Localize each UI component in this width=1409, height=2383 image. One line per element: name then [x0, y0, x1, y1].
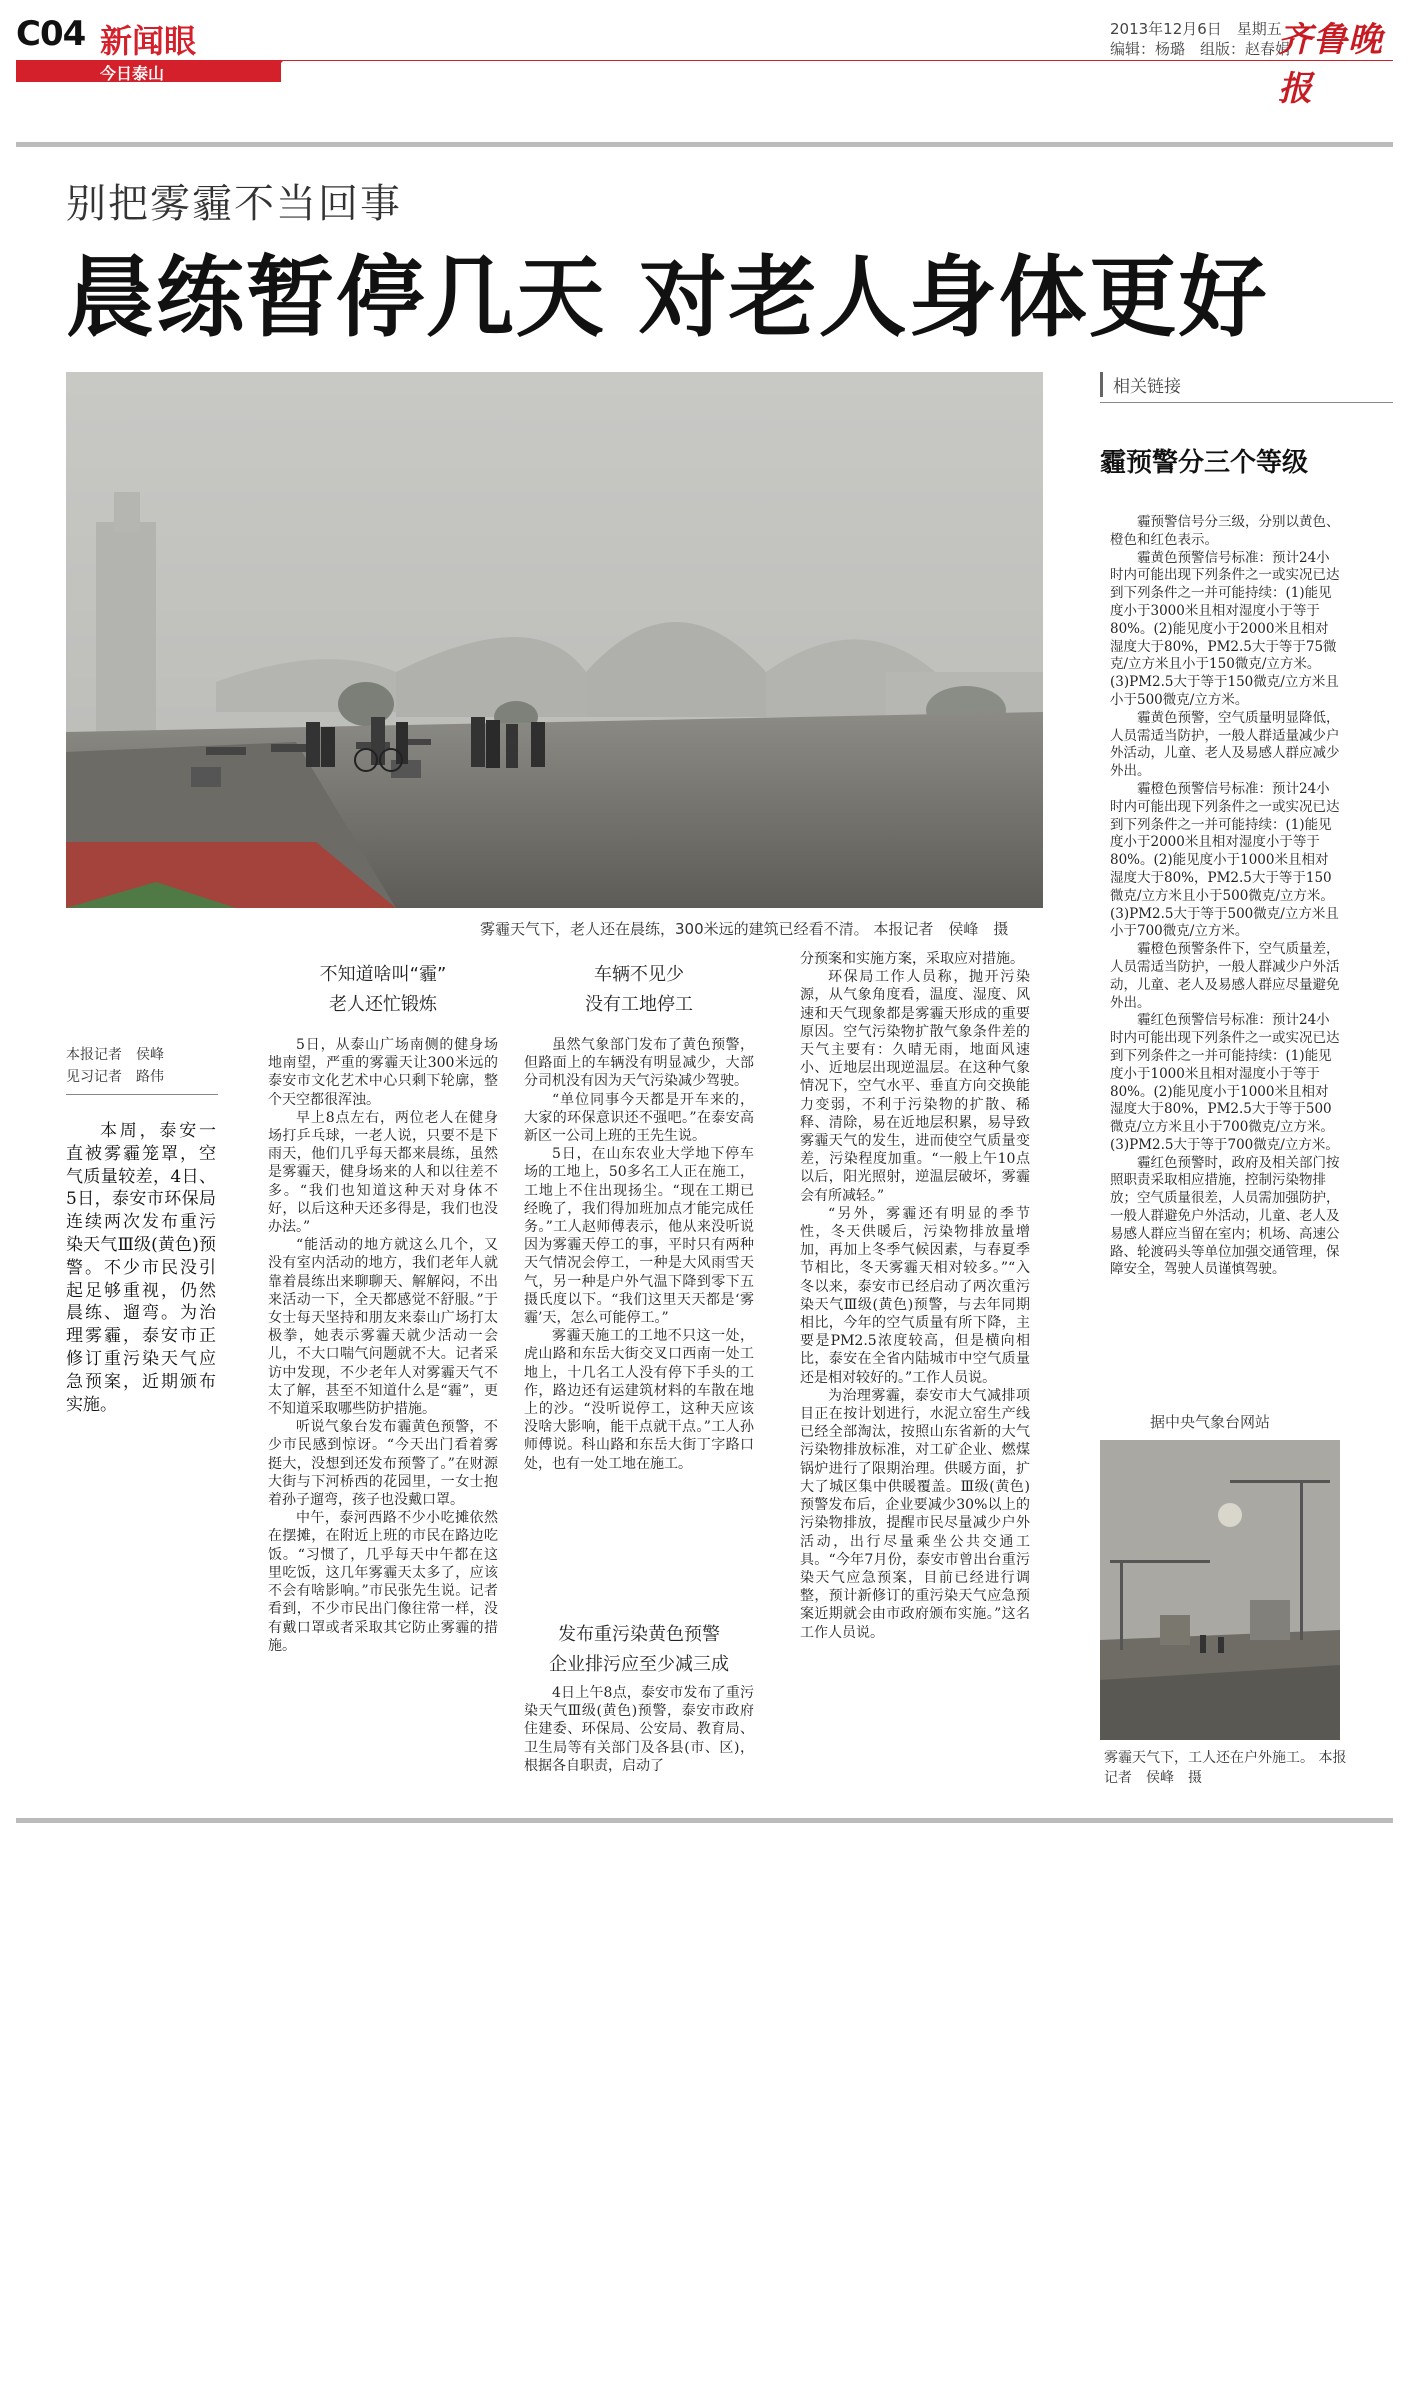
sidebar-photo: [1100, 1440, 1340, 1740]
reporter-name: 本报记者 侯峰: [66, 1047, 164, 1063]
issue-date: 2013年12月6日 星期五: [1110, 20, 1282, 38]
column-2: [524, 1036, 754, 1473]
reporter-name: 见习记者 路伟: [66, 1069, 164, 1085]
subhead-line: 企业排污应至少减三成: [549, 1654, 729, 1675]
header-rule: [281, 60, 1393, 61]
section-title: 新闻眼: [100, 22, 197, 60]
subsection-label: 今日泰山: [100, 64, 165, 83]
body-paragraph: 5日，从泰山广场南侧的健身场地南望，严重的雾霾天让300米远的泰安市文化艺术中心只剩下轮廓，整个天空都很浑浊。: [268, 1037, 498, 1108]
sidebar-paragraph: 霾预警信号分三级，分别以黄色、橙色和红色表示。: [1110, 514, 1340, 548]
hazy-square-image: [66, 372, 1043, 908]
body-paragraph: 中午，泰河西路不少小吃摊依然在摆摊，在附近上班的市民在路边吃饭。“习惯了，几乎每天中午都在这里吃饭，这几年雾霾天太多了，应该不会有啥影响。”市民张先生说。记者看到，不少市民出门像往常一样，没有戴口罩或者采取其它防止雾霾的措施。: [268, 1510, 498, 1654]
subhead-line: 老人还忙锻炼: [329, 994, 437, 1015]
body-paragraph: 听说气象台发布霾黄色预警，不少市民感到惊讶。“今天出门看着雾挺大，没想到还发布预警了。”在财源大街与下河桥西的花园里，一女士抱着孙子遛弯，孩子也没戴口罩。: [268, 1419, 498, 1509]
byline: [66, 1044, 164, 1088]
subhead-line: 没有工地停工: [585, 994, 693, 1015]
byline-divider: [66, 1094, 218, 1095]
body-paragraph: 分预案和实施方案，采取应对措施。: [800, 951, 1024, 967]
editor-credit: 编辑：杨璐 组版：赵春娟: [1110, 40, 1291, 58]
main-photo: [66, 372, 1043, 908]
column-2-continued: [524, 1684, 754, 1775]
sidebar-paragraph: 霾红色预警信号标准：预计24小时内可能出现下列条件之一或实况已达到下列条件之一并可能持续：(1)能见度小于1000米且相对湿度小于等于80%。(2)能见度小于1000米且相对湿度大于80%，PM2.5大于等于500微克/立方米且小于700微克/立方米。(3)PM2.5大于等于700微克/立方米。: [1110, 1012, 1340, 1153]
main-photo-caption: 雾霾天气下，老人还在晨练，300米远的建筑已经看不清。 本报记者 侯峰 摄: [480, 920, 1009, 938]
subhead-line: 不知道啥叫“霾”: [319, 964, 447, 985]
sidebar-source: 据中央气象台网站: [1150, 1413, 1271, 1431]
body-paragraph: 为治理雾霾，泰安市大气减排项目正在按计划进行，水泥立窑生产线已经全部淘汰，按照山东省新的大气污染物排放标准，对工矿企业、燃煤锅炉进行了限期治理。供暖方面，扩大了城区集中供暖覆盖。Ⅲ级(黄色)预警发布后，企业要减少30%以上的污染物排放，提醒市民尽量减少户外活动，出行尽量乘坐公共交通工具。“今年7月份，泰安市曾出台重污染天气应急预案，目前已经进行调整，预计新修订的重污染天气应急预案近期就会由市政府颁布实施。”这名工作人员说。: [800, 1387, 1030, 1641]
sidebar-title: 霾预警分三个等级: [1100, 448, 1309, 478]
section-bar-tip: [262, 60, 284, 82]
sidebar-divider: [1100, 402, 1393, 403]
bottom-divider: [16, 1818, 1393, 1823]
lead-paragraph: [66, 1120, 216, 1416]
section2-subhead: [524, 960, 754, 1020]
newspaper-logo: 齐鲁晚报: [1278, 20, 1383, 109]
lead-text: 本周，泰安一直被雾霾笼罩，空气质量较差，4日、5日，泰安市环保局连续两次发布重污染天气Ⅲ级(黄色)预警。不少市民没引起足够重视，仍然晨练、遛弯。为治理雾霾，泰安市正修订重污染天气应急预案，近期颁布实施。: [66, 1121, 216, 1415]
article-kicker: 别把雾霾不当回事: [66, 181, 402, 227]
page-number: C04: [16, 14, 86, 54]
subhead-line: 发布重污染黄色预警: [558, 1624, 720, 1645]
column-3: [800, 950, 1030, 1642]
body-paragraph: 5日，在山东农业大学地下停车场的工地上，50多名工人正在施工，工地上不住出现扬尘。“现在工期已经晚了，我们得加班加点才能完成任务。”工人赵师傅表示，他从来没听说因为雾霾天停工的事，平时只有两种天气情况会停工，一种是大风雨雪天气，另一种是户外气温下降到零下五摄氏度以下。“我们这里天天都是‘雾霾’天，怎么可能停工。”: [524, 1146, 754, 1327]
body-paragraph: 环保局工作人员称，抛开污染源，从气象角度看，温度、湿度、风速和天气现象都是雾霾天形成的重要原因。空气污染物扩散气象条件差的天气主要有：久晴无雨，地面风速小、近地层出现逆温层。在这种气象情况下，空气水平、垂直方向交换能力变弱，不利于污染物的扩散、稀释、清除，易在近地层积累，易导致雾霾天气的发生，进而使空气质量变差，污染程度加重。“一般上午10点以后，阳光照射，逆温层破坏，雾霾会有所减轻。”: [800, 969, 1030, 1204]
sidebar-paragraph: 霾黄色预警，空气质量明显降低，人员需适当防护，一般人群适量减少户外活动，儿童、老人及易感人群应减少外出。: [1110, 709, 1340, 780]
sidebar-paragraph: 霾红色预警时，政府及相关部门按照职责采取相应措施，控制污染物排放；空气质量很差，人员需加强防护，一般人群避免户外活动，儿童、老人及易感人群应当留在室内；机场、高速公路、轮渡码头等单位加强交通管理，保障安全，驾驶人员谨慎驾驶。: [1110, 1154, 1340, 1278]
section1-subhead: [268, 960, 498, 1020]
article-headline: 晨练暂停几天 对老人身体更好: [66, 246, 1269, 349]
sidebar-paragraph: 霾黄色预警信号标准：预计24小时内可能出现下列条件之一或实况已达到下列条件之一并可能持续：(1)能见度小于3000米且相对湿度小于等于80%。(2)能见度小于2000米且相对湿度大于80%，PM2.5大于等于75微克/立方米且小于150微克/立方米。(3)PM2.5大于等于150微克/立方米且小于500微克/立方米。: [1110, 549, 1340, 708]
sidebar-paragraph: 霾橙色预警条件下，空气质量差，人员需适当防护，一般人群减少户外活动，儿童、老人及易感人群应尽量避免外出。: [1110, 941, 1340, 1011]
body-paragraph: 虽然气象部门发布了黄色预警，但路面上的车辆没有明显减少，大部分司机没有因为天气污染减少驾驶。: [524, 1037, 754, 1090]
body-paragraph: 雾霾天施工的工地不只这一处，虎山路和东岳大街交叉口西南一处工地上，十几名工人没有停下手头的工作，路边还有运建筑材料的车散在地上的沙。“没听说停工，这种天应该没啥大影响，能干点就干点。”工人孙师傅说。科山路和东岳大街丁字路口处，也有一处工地在施工。: [524, 1328, 754, 1472]
body-paragraph: “另外，雾霾还有明显的季节性，冬天供暖后，污染物排放量增加，再加上冬季气候因素，与春夏季节相比，冬天雾霾天相对较多。”“入冬以来，泰安市已经启动了两次重污染天气Ⅲ级(黄色)预警，与去年同期相比，今年的空气质量有所下降，主要是PM2.5浓度较高，但是横向相比，泰安在全省内陆城市中空气质量还是相对较好的。”工作人员说。: [800, 1205, 1030, 1386]
body-paragraph: 早上8点左右，两位老人在健身场打乒乓球，一老人说，只要不是下雨天，他们几乎每天都来晨练，虽然是雾霾天，健身场来的人和以往差不多。“我们也知道这种天对身体不好，以后这种天还多得是，我们也没办法。”: [268, 1109, 498, 1236]
column-1: [268, 1036, 498, 1655]
top-divider: [16, 142, 1393, 147]
body-paragraph: 4日上午8点，泰安市发布了重污染天气Ⅲ级(黄色)预警，泰安市政府住建委、环保局、公安局、教育局、卫生局等有关部门及各县(市、区)，根据各自职责，启动了: [524, 1685, 754, 1774]
construction-site-image: [1100, 1440, 1340, 1740]
sidebar-body: [1110, 514, 1340, 1279]
subhead-line: 车辆不见少: [594, 964, 684, 985]
sidebar-paragraph: 霾橙色预警信号标准：预计24小时内可能出现下列条件之一或实况已达到下列条件之一并可能持续：(1)能见度小于2000米且相对湿度小于等于80%。(2)能见度小于1000米且相对湿度大于80%，PM2.5大于等于150微克/立方米且小于500微克/立方米。(3)PM2.5大于等于500微克/立方米且小于700微克/立方米。: [1110, 780, 1340, 940]
section2b-subhead: [524, 1620, 754, 1680]
sidebar-photo-caption: 雾霾天气下，工人还在户外施工。 本报记者 侯峰 摄: [1104, 1750, 1347, 1786]
related-link-label: 相关链接: [1100, 372, 1181, 397]
body-paragraph: “单位同事今天都是开车来的，大家的环保意识还不强吧。”在泰安高新区一公司上班的王先生说。: [524, 1091, 754, 1145]
body-paragraph: “能活动的地方就这么几个，又没有室内活动的地方，我们老年人就靠着晨练出来聊聊天、解解闷，不出来活动一下，全天都感觉不舒服。”于女士每天坚持和朋友来泰山广场打太极拳，她表示雾霾天就少活动一会儿，不大口喘气问题就不大。记者采访中发现，不少老年人对雾霾天气不太了解，甚至不知道什么是“霾”，更不知道采取哪些防护措施。: [268, 1237, 498, 1418]
